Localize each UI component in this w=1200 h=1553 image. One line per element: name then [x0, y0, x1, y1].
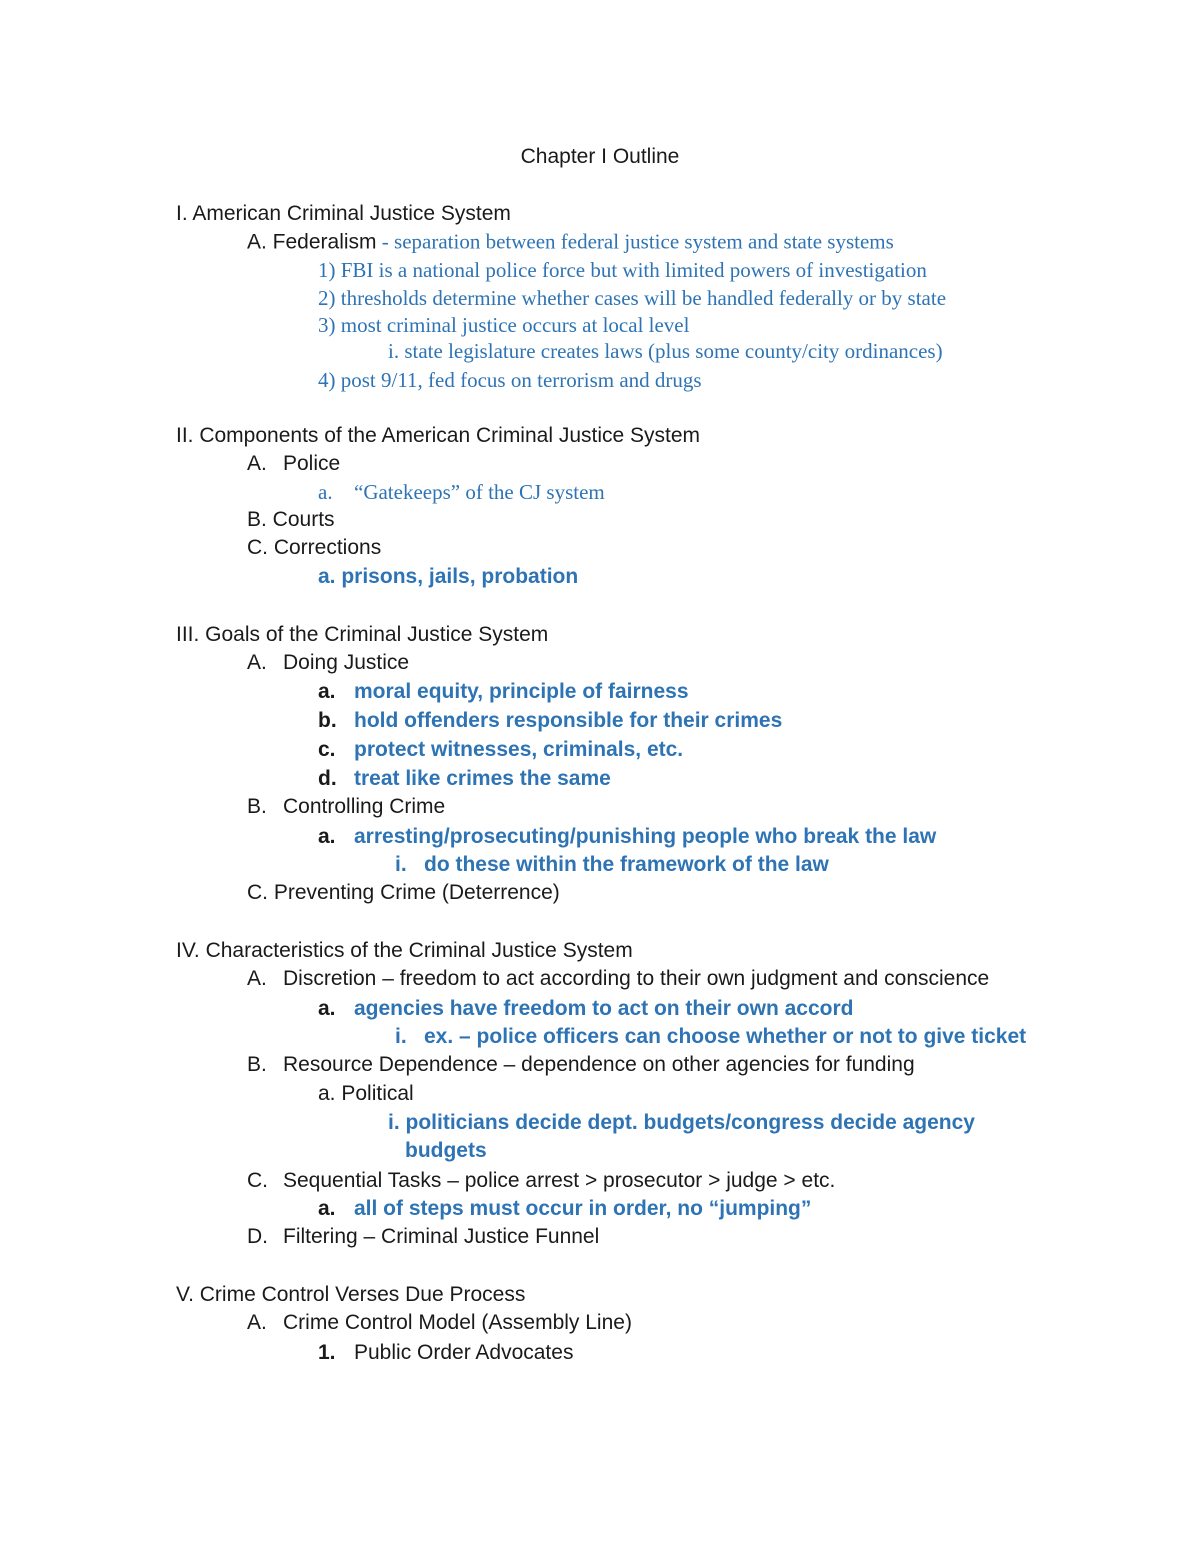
document-title: Chapter I Outline [520, 145, 680, 168]
outline-item: 3) most criminal justice occurs at local level [318, 313, 690, 337]
item-label: C. [247, 1169, 268, 1192]
section-heading-1: I. American Criminal Justice System [176, 202, 511, 225]
item-label: a. [318, 680, 336, 703]
item-label: b. [318, 709, 337, 732]
item-label: a. [318, 480, 333, 504]
item-text: do these within the framework of the law [424, 853, 829, 876]
item-text: Controlling Crime [283, 795, 446, 818]
item-label: i. [395, 1025, 407, 1048]
item-label: d. [318, 767, 337, 790]
outline-item: 2) thresholds determine whether cases will be handled federally or by state [318, 286, 947, 310]
list-item [318, 1340, 573, 1366]
outline-item: C. Corrections [247, 536, 382, 559]
outline-item [247, 1310, 632, 1336]
item-label: D. [247, 1225, 268, 1248]
outline-item: 4) post 9/11, fed focus on terrorism and drugs [318, 368, 702, 392]
item-text: Crime Control Model (Assembly Line) [283, 1311, 632, 1334]
item-text: ex. – police officers can choose whether or not to give ticket [424, 1025, 1027, 1048]
item-text: Resource Dependence – dependence on other agencies for funding [283, 1053, 915, 1076]
list-item [318, 824, 936, 850]
item-label: c. [318, 738, 336, 761]
list-item [318, 737, 683, 763]
item-label: 1. [318, 1341, 336, 1364]
item-label: A. [247, 1311, 267, 1334]
outline-item [247, 1168, 835, 1194]
item-label: i. [395, 853, 407, 876]
item-text: moral equity, principle of fairness [354, 680, 689, 703]
item-label: a. [318, 825, 336, 848]
item-text: agencies have freedom to act on their own accord [354, 997, 854, 1020]
item-text: Public Order Advocates [354, 1341, 574, 1364]
outline-item [247, 966, 989, 992]
list-item [318, 708, 782, 734]
list-item [395, 1024, 1026, 1050]
item-label: B. [247, 1053, 267, 1076]
outline-item [247, 1224, 599, 1250]
list-item: i. politicians decide dept. budgets/congress decide agency [388, 1111, 975, 1134]
list-item [395, 852, 829, 878]
item-text: treat like crimes the same [354, 767, 611, 790]
outline-item [247, 650, 409, 676]
outline-item-federalism [247, 229, 894, 256]
item-label: a. [318, 1197, 336, 1220]
section-heading-4: IV. Characteristics of the Criminal Justice System [176, 939, 633, 962]
item-label: A. [247, 452, 267, 475]
section-heading-5: V. Crime Control Verses Due Process [176, 1283, 526, 1306]
list-item [318, 1196, 811, 1222]
list-item [318, 766, 611, 792]
item-text: Police [283, 452, 341, 475]
outline-item: B. Courts [247, 508, 335, 531]
item-label: A. [247, 967, 267, 990]
list-item [318, 679, 689, 705]
list-item-continuation: budgets [405, 1139, 487, 1162]
outline-item: a. prisons, jails, probation [318, 565, 579, 588]
item-label: B. [247, 795, 267, 818]
item-text: all of steps must occur in order, no “jumping” [354, 1197, 812, 1220]
outline-item: i. state legislature creates laws (plus some county/city ordinances) [388, 339, 943, 363]
outline-item [247, 451, 340, 477]
item-note: - separation between federal justice system and state systems [376, 229, 894, 254]
section-heading-2: II. Components of the American Criminal Justice System [176, 424, 701, 447]
item-text: hold offenders responsible for their crimes [354, 709, 783, 732]
item-text: Filtering – Criminal Justice Funnel [283, 1225, 600, 1248]
item-text: Discretion – freedom to act according to their own judgment and conscience [283, 967, 990, 990]
list-item [318, 996, 853, 1022]
outline-item [318, 479, 605, 505]
item-label: a. [318, 997, 336, 1020]
outline-item [247, 1052, 915, 1078]
item-label: A. Federalism [247, 230, 377, 254]
outline-item: 1) FBI is a national police force but with limited powers of investigation [318, 258, 927, 282]
item-text: “Gatekeeps” of the CJ system [354, 480, 605, 504]
outline-item: a. Political [318, 1082, 414, 1105]
item-text: Sequential Tasks – police arrest > prosecutor > judge > etc. [283, 1169, 836, 1192]
outline-item [247, 794, 445, 820]
item-label: A. [247, 651, 267, 674]
outline-item: C. Preventing Crime (Deterrence) [247, 881, 560, 904]
section-heading-3: III. Goals of the Criminal Justice System [176, 623, 549, 646]
item-text: Doing Justice [283, 651, 410, 674]
item-text: arresting/prosecuting/punishing people who break the law [354, 825, 937, 848]
item-text: protect witnesses, criminals, etc. [354, 738, 684, 761]
